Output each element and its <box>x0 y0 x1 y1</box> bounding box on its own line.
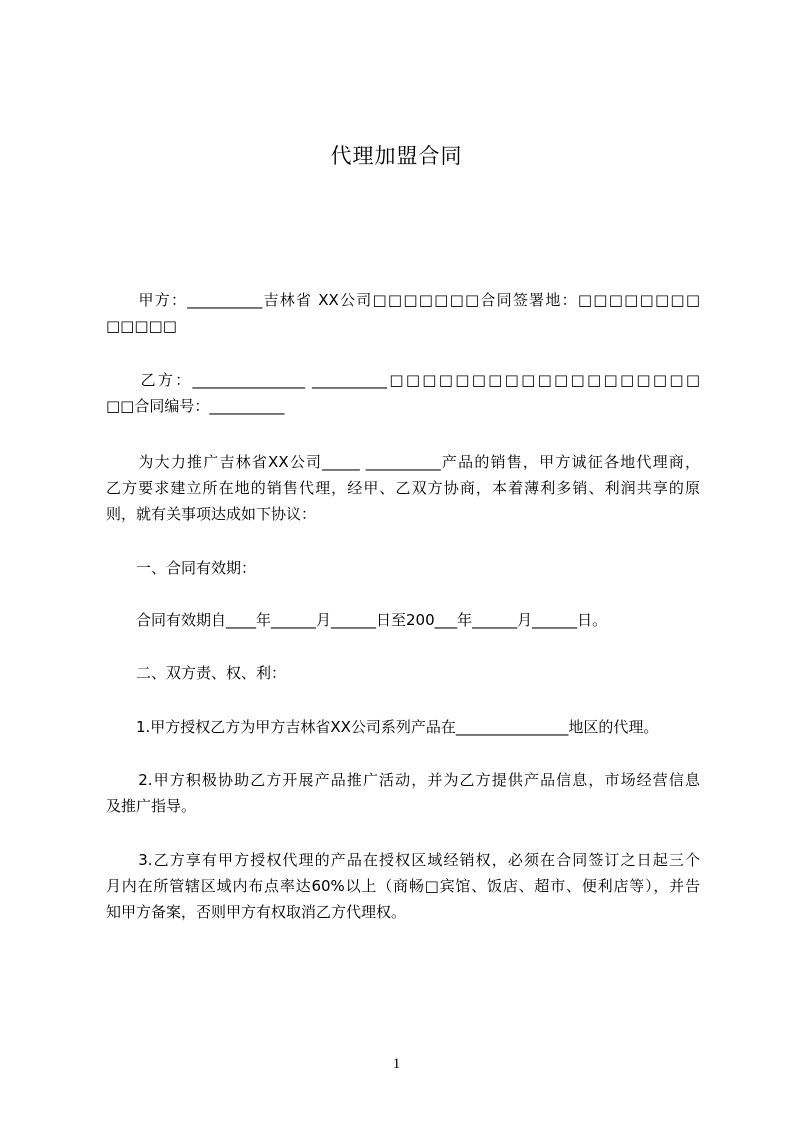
section-2-item-3 <box>106 847 700 925</box>
intro-line-2: 乙方要求建立所在地的销售代理，经甲、乙双方协商，本着薄利多销、利润共享的原 <box>106 479 700 497</box>
section-1-body-text: 合同有效期自____年______月______日至200___年______月______日。 <box>106 611 608 629</box>
section-1-heading <box>106 555 700 581</box>
intro-line-3: 则，就有关事项达成如下协议： <box>106 505 317 523</box>
section-2-item-2 <box>106 767 700 819</box>
party-a-paragraph <box>106 287 700 339</box>
intro-paragraph <box>106 449 700 527</box>
section-1-body <box>106 607 700 633</box>
page-number: 1 <box>392 1056 401 1072</box>
section-2-heading-text: 二、双方责、权、利： <box>106 664 287 682</box>
section-2-item-1-text: 1.甲方授权乙方为甲方吉林省XX公司系列产品在_______________地区的代理。 <box>106 718 659 736</box>
section-2-item-3-line-1: 3.乙方享有甲方授权代理的产品在授权区域经销权，必须在合同签订之日起三个 <box>106 851 700 869</box>
party-b-line-2: □□合同编号：__________ <box>106 397 285 415</box>
section-2-item-2-line-1: 2.甲方积极协助乙方开展产品推广活动，并为乙方提供产品信息，市场经营信息 <box>106 771 700 789</box>
section-2-item-3-line-3: 知甲方备案，否则甲方有权取消乙方代理权。 <box>106 903 407 921</box>
document-title: 代理加盟合同 <box>330 144 463 168</box>
section-2-item-3-line-2: 月内在所管辖区域内布点率达60%以上（商畅□宾馆、饭店、超市、便利店等），并告 <box>106 877 700 895</box>
section-1-heading-text: 一、合同有效期： <box>106 559 257 577</box>
section-2-heading <box>106 660 700 686</box>
intro-line-1: 为大力推广吉林省XX公司_____ __________产品的销售，甲方诚征各地代理商， <box>106 453 700 471</box>
party-a-line-1: 甲方：__________吉林省 XX公司□□□□□□□合同签署地：□□□□□□□□ <box>106 291 700 309</box>
section-2-item-2-line-2: 及推广指导。 <box>106 797 197 815</box>
party-b-paragraph <box>106 367 700 419</box>
party-b-line-1: 乙方：_______________ __________□□□□□□□□□□□□□□□□□□□ <box>106 371 700 389</box>
party-a-line-2: □□□□□ <box>106 317 177 335</box>
section-2-item-1 <box>106 714 700 740</box>
